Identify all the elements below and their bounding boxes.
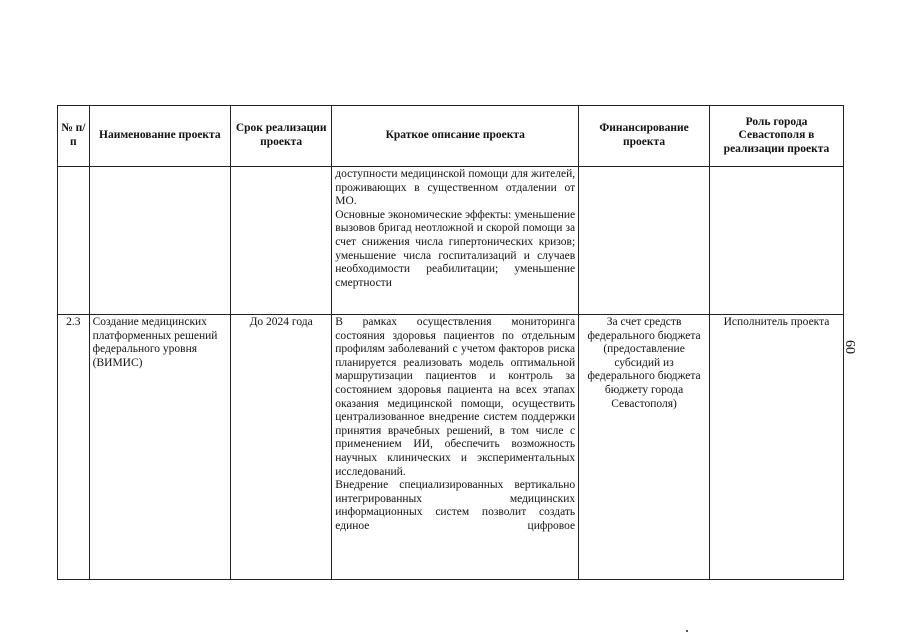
header-number: № п/п bbox=[58, 106, 90, 167]
cont-desc-paragraph-2: Основные экономические эффекты: уменьшение вызовов бригад неотложной и скорой помощи за счет снижения числа гипертонических кризов; уменьшение числа госпитализаций и случаев необходимости реабилитации; уменьшение смертности bbox=[335, 208, 576, 289]
table-header-row bbox=[58, 106, 844, 167]
page-number: 60 bbox=[842, 340, 857, 354]
cont-cell-role bbox=[709, 167, 843, 315]
table-row bbox=[58, 315, 844, 580]
cont-cell-number bbox=[58, 167, 90, 315]
cont-desc-paragraph-1: доступности медицинской помощи для жителей, проживающих в существенном отдалении от МО. bbox=[335, 168, 576, 208]
table-row-continuation bbox=[58, 167, 844, 315]
cont-cell-name bbox=[89, 167, 230, 315]
header-term: Срок реализации проекта bbox=[231, 106, 332, 167]
cont-cell-financing bbox=[579, 167, 710, 315]
row-number: 2.3 bbox=[58, 315, 90, 580]
row-description bbox=[332, 315, 579, 580]
header-financing: Финансирование проекта bbox=[579, 106, 710, 167]
header-city-role: Роль города Севастополя в реализации проекта bbox=[709, 106, 843, 167]
cont-cell-description bbox=[332, 167, 579, 315]
row-project-name: Создание медицинских платформенных решений федерального уровня (ВИМИС) bbox=[89, 315, 230, 580]
projects-table bbox=[57, 105, 844, 580]
row-city-role: Исполнитель проекта bbox=[709, 315, 843, 580]
row-financing: За счет средств федерального бюджета (предоставление субсидий из федерального бюджета бюджету города Севастополя) bbox=[579, 315, 710, 580]
header-description: Краткое описание проекта bbox=[332, 106, 579, 167]
header-project-name: Наименование проекта bbox=[89, 106, 230, 167]
scan-speck bbox=[686, 630, 688, 632]
row-term: До 2024 года bbox=[231, 315, 332, 580]
row-desc-paragraph-1: В рамках осуществления мониторинга состояния здоровья пациентов по отдельным профилям заболеваний с учетом факторов риска планируется реализовать модель оптимальной маршрутизации пациентов и контроль за состоянием здоровья пациента на всех этапах оказания медицинской помощи, осуществить централизованное внедрение систем поддержки принятия врачебных решений, в том числе с применением ИИ, обеспечить возможность научных клинических и экспериментальных исследований. bbox=[335, 316, 576, 478]
cont-cell-term bbox=[231, 167, 332, 315]
row-desc-paragraph-2: Внедрение специализированных вертикально интегрированных медицинских информационных систем позволит создать единое цифровое bbox=[335, 479, 576, 532]
